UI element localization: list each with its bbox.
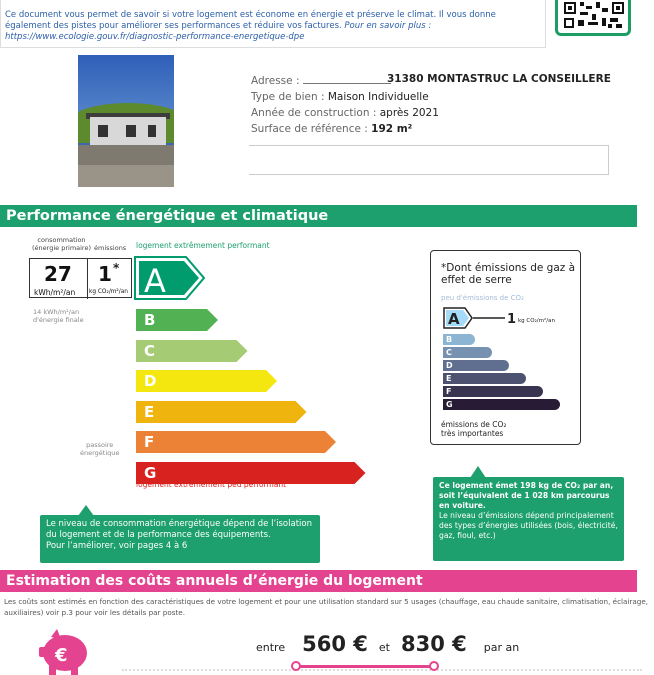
- type-value: Maison Individuelle: [327, 91, 429, 103]
- callout-right-text: Le niveau d’émissions dépend principalement des types d’énergies utilisées (bois, électricité, gaz, fioul, etc.): [439, 511, 618, 540]
- ghg-band-e: [443, 373, 526, 384]
- cost-range: [256, 632, 519, 656]
- callout-emissions: [433, 477, 624, 561]
- energy-band-letter: D: [144, 372, 157, 390]
- final-energy-label: d'énergie finale: [33, 316, 84, 324]
- energy-band-letter: G: [144, 463, 157, 482]
- address-label: Adresse :: [251, 75, 300, 87]
- current-class-marker: [134, 256, 206, 300]
- range-high: 830 €: [400, 632, 467, 656]
- current-class-letter: A: [144, 262, 166, 300]
- energy-band-e: [136, 401, 307, 423]
- emission-unit: kg CO₂/m²/an: [89, 289, 128, 295]
- final-energy: [33, 308, 84, 324]
- ghg-low-label: peu d'émissions de CO₂: [441, 294, 524, 302]
- ghg-band-d: [443, 360, 509, 371]
- energy-band-letter: F: [144, 433, 155, 451]
- passoire-label: [80, 441, 119, 457]
- range-low-knob: [291, 661, 301, 671]
- top-performance-label: logement extrêmement performant: [136, 241, 270, 250]
- ghg-high-label: [441, 420, 506, 438]
- ghg-band-letter: C: [446, 348, 452, 357]
- energy-band-f: [136, 431, 336, 453]
- ghg-band-letter: D: [446, 361, 453, 370]
- emission-star: *: [113, 261, 120, 275]
- passoire-line-1: passoire: [86, 441, 114, 449]
- passoire-line-2: énergétique: [80, 449, 120, 457]
- empty-field-box: [249, 145, 609, 175]
- surface-label: Surface de référence :: [251, 123, 368, 135]
- range-and: et: [378, 641, 390, 654]
- energy-band-b: [136, 309, 218, 331]
- emission-value: 1: [98, 262, 112, 286]
- intro-box: [0, 0, 546, 48]
- intro-text: Ce document vous permet de savoir si votre logement est économe en énergie et préserve le climat. Il vous donne également des pistes pour améliorer ses performances et réduire vos factures.: [5, 10, 496, 31]
- ghg-unit: kg CO₂/m²/an: [518, 318, 555, 324]
- ghg-band-f: [443, 386, 543, 397]
- conso-header-label: consommation: [37, 236, 86, 244]
- piggy-symbol: €: [55, 645, 68, 666]
- conso-header: [32, 236, 91, 252]
- year-value: après 2021: [379, 107, 439, 119]
- final-energy-value: 14 kWh/m²/an: [33, 308, 80, 316]
- ghg-band-g: [443, 399, 560, 410]
- performance-title: Performance énergétique et climatique: [0, 205, 637, 227]
- ghg-band-letter: G: [446, 400, 453, 409]
- qr-code-icon: [562, 0, 626, 30]
- ghg-band-b: [443, 334, 475, 345]
- range-track: [122, 669, 642, 671]
- conso-value: 27: [44, 262, 72, 286]
- energy-band-letter: B: [144, 311, 156, 329]
- range-per-year: par an: [483, 641, 520, 654]
- callout-left-text: Le niveau de consommation énergétique dépend de l’isolation du logement et de la performance des équipements.: [46, 519, 312, 540]
- emissions-header: émissions: [94, 244, 127, 252]
- intro-link[interactable]: Pour en savoir plus : https://www.ecologie.gouv.fr/diagnostic-performance-energetique-dpe: [5, 21, 432, 42]
- ghg-band-letter: F: [446, 387, 452, 396]
- costs-title: Estimation des coûts annuels d’énergie du logement: [0, 570, 637, 592]
- energy-band-letter: C: [144, 341, 156, 360]
- consumption-box: [29, 258, 132, 298]
- ghg-box: [430, 250, 581, 445]
- ghg-value: 1: [507, 312, 517, 327]
- qr-code: [555, 0, 631, 36]
- range-high-knob: [429, 661, 439, 671]
- callout-right-bold: Ce logement émet 198 kg de CO₂ par an, soit l’équivalent de 1 028 km parcourus en voiture.: [439, 481, 614, 510]
- address-underline: [303, 74, 391, 84]
- range-between: entre: [256, 641, 286, 654]
- conso-unit: kWh/m²/an: [34, 288, 76, 297]
- energy-band-c: [136, 340, 248, 362]
- ghg-current-marker: [443, 307, 583, 329]
- conso-header-sub: (énergie primaire): [32, 244, 91, 252]
- year-label: Année de construction :: [251, 107, 377, 119]
- house-photo: [78, 55, 174, 187]
- energy-band-letter: E: [144, 402, 155, 421]
- ghg-current-letter: A: [448, 310, 460, 328]
- ghg-band-letter: B: [446, 335, 453, 344]
- range-line: [296, 665, 434, 668]
- costs-description: Les coûts sont estimés en fonction des caractéristiques de votre logement et pour une utilisation standard sur 5 usages (chauffage, eau chaude sanitaire, climatisation, éclairage, auxiliaires) voir p.3 pour voir les détails par poste.: [4, 597, 649, 617]
- piggy-bank-icon: [35, 627, 91, 675]
- callout-consumption: [40, 515, 320, 563]
- type-label: Type de bien :: [251, 91, 325, 103]
- callout-left-link: Pour l’améliorer, voir pages 4 à 6: [46, 541, 188, 551]
- energy-band-d: [136, 370, 277, 392]
- ghg-high-line-1: émissions de CO₂: [441, 420, 507, 429]
- surface-value: 192 m²: [371, 123, 413, 135]
- ghg-band-c: [443, 347, 492, 358]
- address-value: 31380 MONTASTRUC LA CONSEILLERE: [387, 73, 611, 85]
- ghg-band-letter: E: [446, 374, 452, 383]
- bottom-performance-label: logement extrêmement peu performant: [136, 480, 287, 489]
- ghg-high-line-2: très importantes: [441, 429, 504, 438]
- range-low: 560 €: [302, 632, 368, 656]
- ghg-title: *Dont émissions de gaz à effet de serre: [441, 262, 576, 286]
